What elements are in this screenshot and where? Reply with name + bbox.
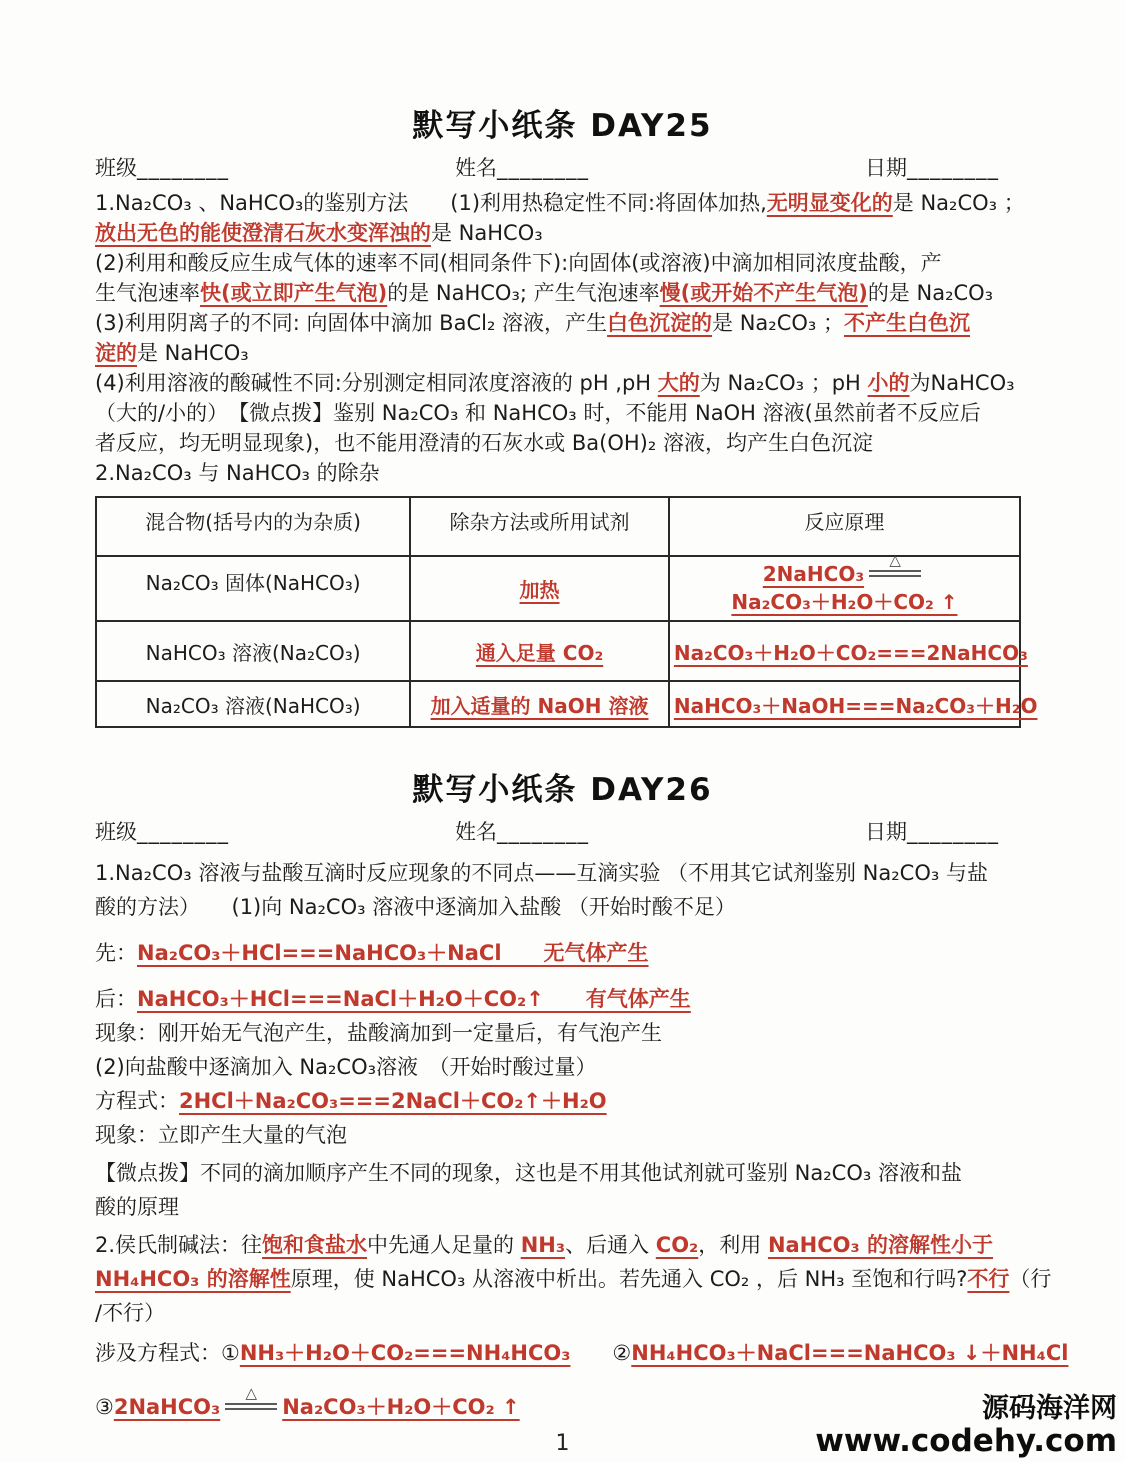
day25-paragraph	[95, 188, 1030, 488]
text-line	[95, 458, 1030, 488]
answer-text: NaHCO₃ 的溶解性小于	[767, 1233, 994, 1257]
text-line	[95, 278, 1030, 308]
answer-text: NH₄HCO₃＋NaCl===NaHCO₃ ↓＋NH₄Cl	[631, 1341, 1069, 1365]
table-row	[96, 556, 1020, 621]
answer-text: 不产生白色沉	[844, 311, 971, 335]
answer-text: NH₄HCO₃ 的溶解性	[95, 1267, 291, 1291]
printed-text: 先：	[95, 941, 137, 965]
printed-text: ③	[95, 1395, 114, 1419]
text-line	[95, 1016, 1030, 1050]
printed-text: 是 NaHCO₃	[137, 341, 249, 365]
printed-text: （大的/小的） 【微点拨】鉴别 Na₂CO₃ 和 NaHCO₃ 时，不能用 NaOH 溶液(虽然前者不反应后	[95, 401, 981, 425]
col-header-method: 除杂方法或所用试剂	[410, 497, 669, 556]
text-line	[95, 248, 1030, 278]
answer-text: 小的	[867, 371, 910, 395]
printed-text: 者反应，均无明显现象)，也不能用澄清的石灰水或 Ba(OH)₂ 溶液，均产生白色沉淀	[95, 431, 873, 455]
cell-principle	[669, 681, 1038, 727]
printed-text: 2.Na₂CO₃ 与 NaHCO₃ 的除杂	[95, 461, 380, 485]
text-line	[95, 1156, 1030, 1190]
name-blank: ________	[497, 156, 589, 180]
text-line	[95, 1050, 1030, 1084]
printed-text: ②	[570, 1341, 632, 1365]
text-line	[95, 428, 1030, 458]
answer-text: Na₂CO₃＋HCl===NaHCO₃＋NaCl 无气体产生	[137, 941, 649, 965]
answer-text: Na₂CO₃＋H₂O＋CO₂ ↑	[282, 1395, 520, 1419]
equation-line	[95, 982, 1030, 1016]
printed-text: 、后通入	[565, 1233, 656, 1257]
text-line	[95, 338, 1030, 368]
printed-text: 是 NaHCO₃	[431, 221, 543, 245]
printed-text: (4)利用溶液的酸碱性不同:分别测定相同浓度溶液的 pH ,pH	[95, 371, 658, 395]
name-label: 姓名	[455, 820, 497, 844]
printed-text: 原理，使 NaHCO₃ 从溶液中析出。若先通入 CO₂ ，后 NH₃ 至饱和行吗?	[290, 1267, 968, 1291]
answer-text: 2NaHCO₃	[113, 1395, 221, 1419]
printed-text: 是 Na₂CO₃ ；	[712, 311, 845, 335]
printed-text: 涉及方程式：①	[95, 1341, 240, 1365]
answer-text: 加入适量的 NaOH 溶液	[430, 693, 649, 718]
watermark-site-name: 源码海洋网	[982, 1393, 1117, 1425]
text-line	[95, 1262, 1052, 1296]
text-line	[95, 1118, 1030, 1152]
answer-text: NaHCO₃＋HCl===NaCl＋H₂O＋CO₂↑ 有气体产生	[137, 987, 691, 1011]
text-line	[95, 398, 1030, 428]
printed-text: 生气泡速率	[95, 281, 200, 305]
class-field	[95, 816, 229, 846]
text-line	[95, 368, 1030, 398]
answer-text: 大的	[657, 371, 700, 395]
answer-text: NaHCO₃＋NaOH===Na₂CO₃＋H₂O	[673, 693, 1038, 718]
printed-text: 中先通人足量的	[367, 1233, 521, 1257]
date-label: 日期	[865, 820, 907, 844]
printed-text: (2)向盐酸中逐滴加入 Na₂CO₃溶液 （开始时酸过量）	[95, 1055, 597, 1079]
text-line	[95, 1190, 1030, 1224]
date-field	[865, 816, 999, 846]
section-day25	[95, 0, 1038, 728]
delta-heating-symbol: △	[220, 1398, 282, 1414]
answer-text: 快(或立即产生气泡)	[200, 281, 388, 305]
answer-text: 不行	[967, 1267, 1010, 1291]
day26-header-fields	[95, 816, 1030, 846]
day26-title: 默写小纸条 DAY26	[412, 772, 713, 808]
col-header-principle: 反应原理	[669, 497, 1020, 556]
cell-mixture: Na₂CO₃ 固体(NaHCO₃)	[96, 556, 410, 621]
cell-method	[410, 556, 669, 621]
col-header-mixture: 混合物(括号内的为杂质)	[96, 497, 410, 556]
answer-text: NH₃	[520, 1233, 566, 1257]
equation-line	[95, 936, 1030, 970]
class-blank: ________	[137, 820, 229, 844]
class-field	[95, 152, 229, 182]
cell-principle	[669, 551, 1020, 621]
class-label: 班级	[95, 820, 137, 844]
date-blank: ________	[907, 820, 999, 844]
text-line	[95, 1296, 1030, 1330]
answer-text: 加热	[519, 578, 560, 602]
printed-text: 方程式：	[95, 1089, 179, 1113]
answer-text: Na₂CO₃＋H₂O＋CO₂ ↑	[731, 590, 958, 614]
answer-text: 无明显变化的	[766, 191, 893, 215]
answer-text: 白色沉淀的	[607, 311, 713, 335]
printed-text: 现象：立即产生大量的气泡	[95, 1123, 347, 1147]
name-blank: ________	[497, 820, 589, 844]
printed-text: 1.Na₂CO₃ 、NaHCO₃的鉴别方法 (1)利用热稳定性不同:将固体加热,	[95, 191, 767, 215]
equation-line	[95, 1336, 1069, 1370]
printed-text: 的是 NaHCO₃; 产生气泡速率	[387, 281, 660, 305]
cell-method	[410, 621, 669, 681]
printed-text: (2)利用和酸反应生成气体的速率不同(相同条件下):向固体(或溶液)中滴加相同浓度盐酸，产	[95, 251, 942, 275]
answer-text: 通入足量 CO₂	[475, 640, 604, 665]
table-header-row	[96, 497, 1020, 556]
printed-text: 的是 Na₂CO₃	[867, 281, 994, 305]
text-line	[95, 856, 1030, 890]
table-row	[96, 621, 1020, 681]
date-blank: ________	[907, 156, 999, 180]
name-field	[455, 816, 589, 846]
printed-text: 为 Na₂CO₃ ；pH	[699, 371, 868, 395]
cell-mixture: Na₂CO₃ 溶液(NaHCO₃)	[96, 681, 410, 727]
printed-text: 为NaHCO₃	[909, 371, 1015, 395]
printed-text: 后：	[95, 987, 137, 1011]
delta-heating-symbol: △	[864, 565, 926, 581]
name-field	[455, 152, 589, 182]
page-number: 1	[555, 1431, 570, 1456]
day25-header-fields	[95, 152, 1030, 182]
answer-text: CO₂	[655, 1233, 699, 1257]
printed-text: 现象：刚开始无气泡产生，盐酸滴加到一定量后，有气泡产生	[95, 1021, 662, 1045]
text-line	[95, 218, 1030, 248]
printed-text: /不行）	[95, 1301, 166, 1325]
printed-text: 2.侯氏制碱法：往	[95, 1233, 263, 1257]
purification-table	[95, 496, 1038, 728]
answer-text: 2HCl＋Na₂CO₃===2NaCl＋CO₂↑＋H₂O	[179, 1089, 607, 1113]
day25-title: 默写小纸条 DAY25	[412, 108, 713, 144]
date-label: 日期	[865, 156, 907, 180]
answer-text: 慢(或开始不产生气泡)	[659, 281, 868, 305]
answer-text: NH₃＋H₂O＋CO₂===NH₄HCO₃	[239, 1341, 571, 1365]
printed-text: （行	[1009, 1267, 1052, 1291]
cell-method	[410, 681, 669, 727]
printed-text: (3)利用阴离子的不同: 向固体中滴加 BaCl₂ 溶液，产生	[95, 311, 608, 335]
text-line	[95, 188, 1030, 218]
text-line	[95, 890, 1030, 924]
table-row	[96, 681, 1020, 727]
answer-text: 放出无色的能使澄清石灰水变浑浊的	[95, 221, 431, 245]
answer-text: 2NaHCO₃	[762, 562, 865, 586]
watermark-url: www.codehy.com	[815, 1422, 1117, 1459]
printed-text: 酸的方法） (1)向 Na₂CO₃ 溶液中逐滴加入盐酸 （开始时酸不足）	[95, 895, 736, 919]
printed-text: 【微点拨】不同的滴加顺序产生不同的现象，这也是不用其他试剂就可鉴别 Na₂CO₃ 溶液和盐	[95, 1161, 962, 1185]
watermark	[815, 1394, 1117, 1458]
answer-text: Na₂CO₃＋H₂O＋CO₂===2NaHCO₃	[673, 640, 1028, 665]
equation-line	[95, 1084, 1030, 1118]
cell-mixture: NaHCO₃ 溶液(Na₂CO₃)	[96, 621, 410, 681]
printed-text: 酸的原理	[95, 1195, 179, 1219]
printed-text: 1.Na₂CO₃ 溶液与盐酸互滴时反应现象的不同点——互滴实验 （不用其它试剂鉴别 Na₂CO₃ 与盐	[95, 861, 988, 885]
date-field	[865, 152, 999, 182]
class-blank: ________	[137, 156, 229, 180]
class-label: 班级	[95, 156, 137, 180]
text-line	[95, 308, 1030, 338]
text-line	[95, 1228, 1030, 1262]
answer-text: 饱和食盐水	[262, 1233, 368, 1257]
cell-principle	[669, 621, 1028, 681]
printed-text: 是 Na₂CO₃ ；	[892, 191, 1025, 215]
printed-text: ，利用	[698, 1233, 768, 1257]
name-label: 姓名	[455, 156, 497, 180]
answer-text: 淀的	[95, 341, 137, 365]
